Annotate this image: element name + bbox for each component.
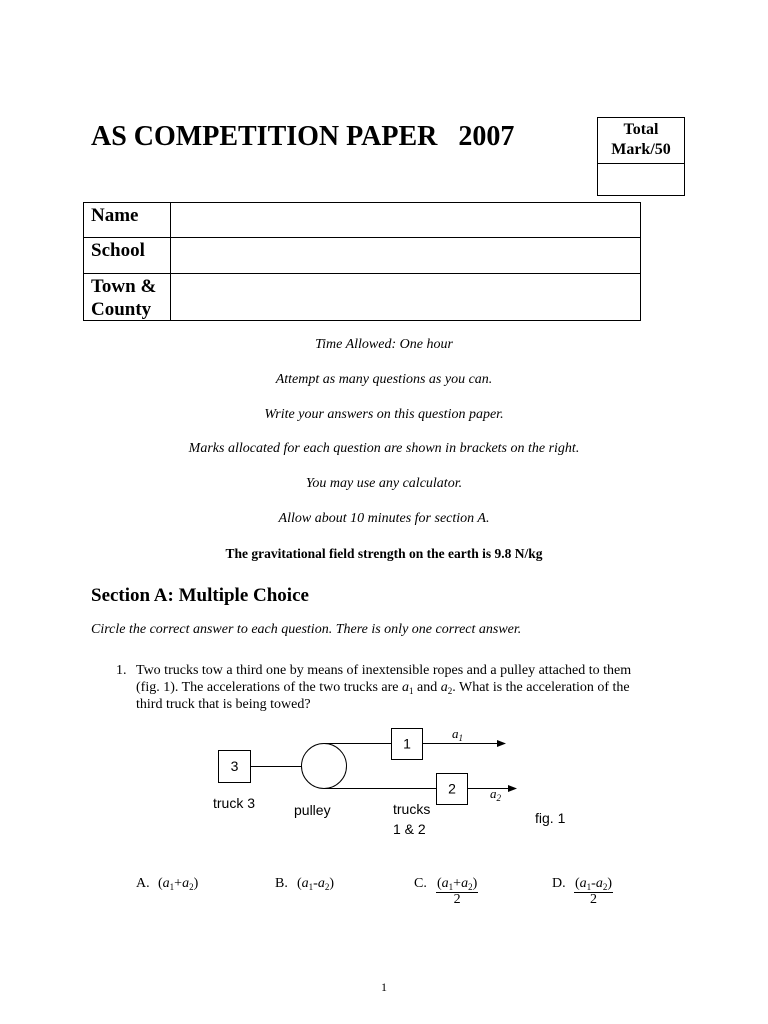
instruction-section-a-time: Allow about 10 minutes for section A. xyxy=(278,511,490,526)
option-b-close-paren: ) xyxy=(329,876,335,891)
section-a-heading: Section A: Multiple Choice xyxy=(91,585,309,606)
option-c-close-paren: ) xyxy=(472,876,478,891)
option-c-denominator: 2 xyxy=(453,892,461,907)
option-a-operator: + xyxy=(174,876,183,891)
total-mark-header xyxy=(598,118,684,164)
page-number: 1 xyxy=(381,980,387,994)
town-county-field xyxy=(171,274,640,320)
figure-1-diagram xyxy=(200,720,580,845)
instruction-write-answers: Write your answers on this question paper. xyxy=(264,407,504,422)
trucks-label-line-1: trucks xyxy=(393,801,431,817)
question-1-line-2-middle: and xyxy=(413,680,441,695)
option-c-operator: + xyxy=(453,876,462,891)
truck-3-number: 3 xyxy=(230,758,239,774)
pulley-wheel xyxy=(302,744,347,789)
option-b-open-paren: ( xyxy=(297,876,302,891)
gravity-note: The gravitational field strength on the earth is 9.8 N/kg xyxy=(225,546,543,561)
total-mark-field xyxy=(598,164,684,195)
option-b-expression xyxy=(297,875,334,892)
option-a-letter: A. xyxy=(136,876,150,891)
town-label: Town & xyxy=(91,276,157,297)
candidate-details-table xyxy=(83,202,641,321)
instruction-attempt: Attempt as many questions as you can. xyxy=(275,372,493,387)
option-d-symbol-2: a xyxy=(595,876,603,891)
question-1-line-2 xyxy=(136,679,631,696)
truck-3-label: truck 3 xyxy=(213,795,256,811)
option-a-open-paren: ( xyxy=(158,876,163,891)
option-b-subscript-1: 1 xyxy=(308,882,314,892)
option-b xyxy=(275,875,334,892)
option-b-subscript-2: 2 xyxy=(324,882,330,892)
option-a-symbol-1: a xyxy=(162,876,170,891)
town-county-label xyxy=(84,274,171,320)
name-label: Name xyxy=(84,203,171,237)
question-1-line-2-end: . What is the acceleration of the xyxy=(452,680,630,695)
option-d-fraction xyxy=(574,875,613,907)
figure-a1-symbol: a xyxy=(452,726,459,741)
pulley-label: pulley xyxy=(294,802,331,818)
option-d-numerator xyxy=(574,875,613,893)
acceleration-arrow-1-head xyxy=(497,740,506,747)
option-d-open-paren: ( xyxy=(575,876,580,891)
option-c-fraction xyxy=(436,875,478,907)
county-label: County xyxy=(91,299,152,320)
question-1-text xyxy=(136,662,631,713)
mark-out-of-label: Mark/50 xyxy=(611,141,671,158)
option-d-subscript-1: 1 xyxy=(586,882,592,892)
figure-a2-subscript: 2 xyxy=(496,793,501,803)
option-c-open-paren: ( xyxy=(437,876,442,891)
option-c-numerator xyxy=(436,875,478,893)
school-row xyxy=(84,237,640,273)
option-d-symbol-1: a xyxy=(579,876,587,891)
option-c-symbol-1: a xyxy=(441,876,449,891)
question-1-number: 1. xyxy=(116,663,127,678)
school-field xyxy=(171,238,640,273)
option-c xyxy=(414,875,478,907)
option-a xyxy=(136,875,198,892)
option-a-subscript-2: 2 xyxy=(189,882,194,892)
option-d-subscript-2: 2 xyxy=(602,882,608,892)
option-c-subscript-2: 2 xyxy=(468,882,473,892)
option-c-symbol-2: a xyxy=(461,876,469,891)
option-d-denominator: 2 xyxy=(590,892,597,907)
option-c-letter: C. xyxy=(414,876,427,891)
trucks-label-line-2: 1 & 2 xyxy=(393,821,426,837)
total-label: Total xyxy=(623,121,659,138)
option-c-subscript-1: 1 xyxy=(448,882,454,892)
section-a-instruction: Circle the correct answer to each question. There is only one correct answer. xyxy=(91,622,522,637)
option-b-letter: B. xyxy=(275,876,288,891)
option-b-symbol-1: a xyxy=(301,876,309,891)
school-label: School xyxy=(84,238,171,273)
accel-a2-subscript: 2 xyxy=(447,686,453,696)
truck-2-number: 2 xyxy=(448,780,456,797)
paper-title: AS COMPETITION PAPER 2007 xyxy=(91,121,515,152)
figure-a2-symbol: a xyxy=(490,786,497,801)
option-d-close-paren: ) xyxy=(607,876,613,891)
option-d-operator: - xyxy=(591,876,596,891)
option-a-close-paren: ) xyxy=(193,876,199,891)
figure-a1-subscript: 1 xyxy=(458,733,463,743)
option-a-subscript-1: 1 xyxy=(169,882,175,892)
option-a-expression xyxy=(158,875,198,892)
question-1-line-2-start: (fig. 1). The accelerations of the two trucks are xyxy=(136,680,403,695)
question-1-line-1: Two trucks tow a third one by means of inextensible ropes and a pulley attached to them xyxy=(136,663,632,678)
name-field xyxy=(171,203,640,237)
instruction-calculator: You may use any calculator. xyxy=(305,476,463,491)
question-1-line-3: third truck that is being towed? xyxy=(136,697,311,712)
town-county-row xyxy=(84,273,640,320)
instruction-time-allowed: Time Allowed: One hour xyxy=(315,337,453,352)
total-mark-box xyxy=(597,117,685,196)
figure-caption: fig. 1 xyxy=(535,810,566,826)
name-row xyxy=(84,203,640,237)
option-d-letter: D. xyxy=(552,876,566,891)
option-d xyxy=(552,875,613,907)
acceleration-a1-label xyxy=(452,726,463,743)
acceleration-arrow-2-head xyxy=(508,785,517,792)
option-b-symbol-2: a xyxy=(317,876,325,891)
accel-a1-subscript: 1 xyxy=(409,686,414,696)
accel-a2-symbol: a xyxy=(440,680,448,695)
instruction-marks-allocated: Marks allocated for each question are shown in brackets on the right. xyxy=(188,441,580,456)
accel-a1-symbol: a xyxy=(402,680,410,695)
truck-1-number: 1 xyxy=(403,735,411,752)
option-a-symbol-2: a xyxy=(182,876,190,891)
option-b-operator: - xyxy=(313,876,318,891)
